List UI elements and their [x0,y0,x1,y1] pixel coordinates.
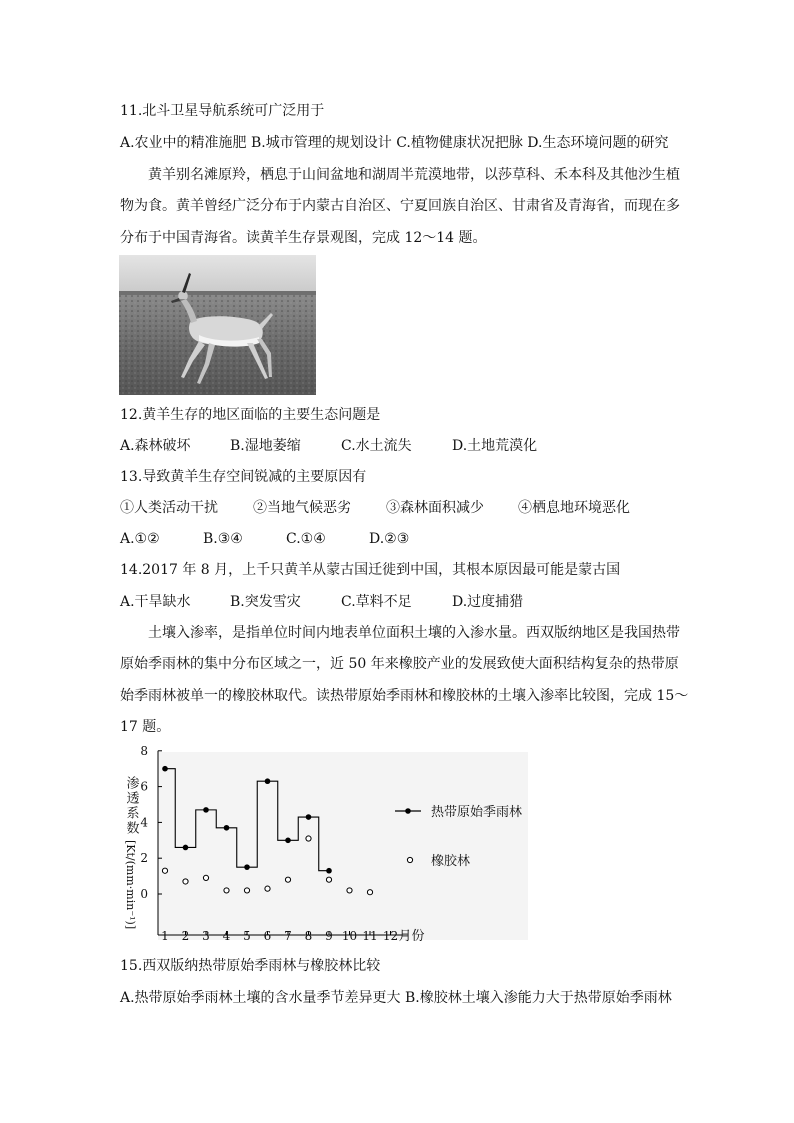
q13-stem: 13.导致黄羊生存空间锐减的主要原因有 [120,469,367,485]
rainforest-point [183,845,189,851]
x-axis-unit: 月份 [398,929,425,944]
x-tick-label: 9 [325,929,333,943]
rubber-point [224,888,229,893]
intro1-line2: 物为食。黄羊曾经广泛分布于内蒙古自治区、宁夏回族自治区、甘肃省及青海省，而现在多 [120,198,680,214]
antelope-photo-svg [119,255,316,395]
y-tick-label: 2 [140,851,148,866]
q13-factor-2: ②当地气候恶劣 [253,500,351,516]
q15-options: A.热带原始季雨林土壤的含水量季节差异更大 B.橡胶林土壤入渗能力大于热带原始季雨林 [120,990,672,1006]
x-tick-label: 4 [222,929,231,943]
q13-factor-3: ③森林面积减少 [386,500,484,516]
rainforest-point [203,807,209,813]
q11-options: A.农业中的精准施肥 B.城市管理的规划设计 C.植物健康状况把脉 D.生态环境问题的研究 [120,135,669,151]
legend-label-rubber: 橡胶林 [431,854,471,869]
intro2-line2: 原始季雨林的集中分布区域之一，近 50 年来橡胶产业的发展致使大面积结构复杂的热带原 [120,656,679,672]
rainforest-point [244,864,250,870]
y-tick-label: 6 [140,779,148,794]
x-tick-label: 3 [202,929,210,943]
intro2-line4: 17 题。 [120,719,171,735]
rainforest-point [224,825,230,831]
rubber-point [285,877,290,882]
rubber-point [367,890,372,895]
y-tick-label: 8 [140,744,148,758]
x-tick-label: 2 [181,929,190,943]
rainforest-point [265,778,271,784]
q11-stem: 11.北斗卫星导航系统可广泛用于 [120,103,325,119]
q13-factors [120,498,680,518]
intro1-line1: 黄羊别名滩原羚，栖息于山间盆地和湖周半荒漠地带，以莎草科、禾本科及其他沙生植 [148,167,680,183]
intro2-line1: 土壤入渗率，是指单位时间内地表单位面积土壤的入渗水量。西双版纳地区是我国热带 [148,625,680,641]
q14-option-b: B.突发雪灾 [230,594,301,610]
x-tick-label: 8 [304,929,313,943]
x-tick-label: 6 [263,929,272,943]
q14-options [120,592,680,612]
photo-sky [119,255,316,295]
x-tick-label: 5 [243,929,251,943]
infiltration-chart [118,744,530,944]
x-tick-label: 7 [284,929,292,943]
rubber-point [183,879,188,884]
antelope-photo [119,255,316,395]
q13-option-d: D.②③ [369,531,410,547]
q14-option-c: C.草料不足 [341,594,412,610]
q13-option-a: A.①② [120,531,160,547]
q14-option-d: D.过度捕猎 [452,594,524,610]
x-tick-label: 11 [362,929,378,943]
q15-stem: 15.西双版纳热带原始季雨林与橡胶林比较 [120,958,381,974]
x-tick-label: 1 [161,929,169,943]
rainforest-point [162,766,168,772]
rubber-point [326,877,331,882]
y-axis-unit: [Kt/(mm·min⁻¹)] [124,840,137,930]
y-tick-label: 4 [140,815,148,830]
q13-option-b: B.③④ [203,531,243,547]
q13-options [120,529,680,549]
q12-stem: 12.黄羊生存的地区面临的主要生态问题是 [120,407,381,423]
rubber-point [244,888,249,893]
q12-option-c: C.水土流失 [341,438,412,454]
rainforest-point [326,868,332,874]
rainforest-point [306,814,312,820]
x-tick-label: 10 [341,929,358,943]
intro1-line3: 分布于中国青海省。读黄羊生存景观图，完成 12～14 题。 [120,230,487,246]
q12-option-b: B.湿地萎缩 [230,438,301,454]
rubber-point [162,868,167,873]
legend-label-rainforest: 热带原始季雨林 [431,805,523,820]
rubber-point [265,886,270,891]
q13-factor-4: ④栖息地环境恶化 [518,500,630,516]
q12-option-a: A.森林破坏 [120,438,191,454]
rubber-point [347,888,352,893]
x-tick-label: 12 [382,929,399,943]
q13-factor-1: ①人类活动干扰 [120,500,218,516]
q14-stem: 14.2017 年 8 月，上千只黄羊从蒙古国迁徙到中国，其根本原因最可能是蒙古国 [120,562,621,578]
rubber-point [306,836,311,841]
q14-option-a: A.干旱缺水 [120,594,191,610]
y-tick-label: 0 [140,887,148,901]
rubber-point [203,875,208,880]
y-axis-label: 渗透系数 [123,776,139,836]
q12-options [120,436,680,456]
q12-option-d: D.土地荒漠化 [452,438,538,454]
infiltration-chart-svg [118,744,530,944]
rainforest-point [285,838,291,844]
q13-option-c: C.①④ [286,531,326,547]
intro2-line3: 始季雨林被单一的橡胶林取代。读热带原始季雨林和橡胶林的土壤入渗率比较图，完成 15～ [120,688,689,704]
plot-area [158,752,528,940]
